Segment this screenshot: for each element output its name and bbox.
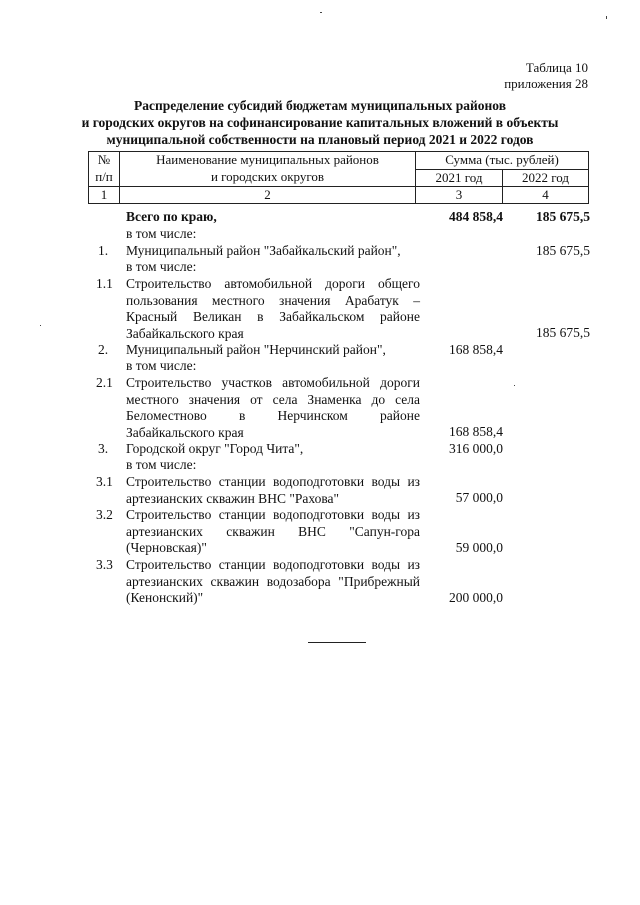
row-2021-value: 168 858,4	[449, 342, 503, 357]
header-num-label: №	[97, 152, 111, 167]
document-title-line2: и городских округов на софинансирование капитальных вложений в объекты	[81, 115, 559, 130]
scan-speck	[40, 325, 41, 326]
total-label: Всего по краю,	[126, 209, 217, 224]
row-name: Строительство участков автомобильной дороги местного значения от села Знаменка до села Беломестново в Нерчинском районе Забайкальского края	[126, 375, 420, 440]
header-2021-label: 2021 год	[435, 170, 483, 185]
row-number: 1.1	[96, 276, 113, 291]
row-name: Муниципальный район "Нерчинский район",	[126, 342, 386, 357]
row-2021-value: 57 000,0	[455, 490, 503, 505]
index-3: 3	[455, 187, 463, 202]
row-name: Муниципальный район "Забайкальский район",	[126, 243, 401, 258]
row-2022-value: 185 675,5	[536, 325, 590, 340]
scan-speck	[320, 12, 322, 13]
row-name-sub: в том числе:	[126, 259, 197, 274]
row-number: 3.2	[96, 507, 113, 522]
scan-speck	[606, 16, 607, 19]
table-number: Таблица 10	[525, 60, 588, 75]
row-number: 2.1	[96, 375, 113, 390]
row-2022-value: 185 675,5	[536, 243, 590, 258]
row-2021-value: 59 000,0	[455, 540, 503, 555]
row-name-sub: в том числе:	[126, 457, 197, 472]
header-sum-label: Сумма (тыс. рублей)	[445, 152, 559, 167]
scan-speck	[514, 385, 515, 386]
row-number: 3.1	[96, 474, 113, 489]
row-2021-value: 168 858,4	[449, 424, 503, 439]
row-number: 3.	[98, 441, 109, 456]
row-2021-value: 316 000,0	[449, 441, 503, 456]
row-name: Строительство станции водоподготовки воды из артезианских скважин ВНС "Рахова"	[126, 474, 420, 506]
header-num-sub: п/п	[95, 169, 113, 184]
index-1: 1	[100, 187, 108, 202]
document-title-line3: муниципальной собственности на плановый период 2021 и 2022 годов	[106, 132, 534, 147]
row-name: Строительство станции водоподготовки воды из артезианских скважин водозабора "Прибрежный (Кенонский)"	[126, 557, 420, 605]
row-name: Городской округ "Город Чита",	[126, 441, 304, 456]
index-2: 2	[264, 187, 271, 202]
row-number: 1.	[98, 243, 109, 258]
document-title-line1: Распределение субсидий бюджетам муниципальных районов	[133, 98, 507, 113]
closing-divider	[308, 642, 366, 643]
total-2022: 185 675,5	[536, 209, 590, 224]
total-2021: 484 858,4	[449, 209, 503, 224]
index-4: 4	[542, 187, 549, 202]
header-name-sub: и городских округов	[210, 169, 325, 184]
row-number: 2.	[98, 342, 109, 357]
row-2021-value: 200 000,0	[449, 590, 503, 605]
row-name: Строительство станции водоподготовки воды из артезианских скважин ВНС "Сапун-гора (Черновская)"	[126, 507, 420, 555]
header-2022-label: 2022 год	[522, 170, 569, 185]
row-number: 3.3	[96, 557, 113, 572]
row-name-sub: в том числе:	[126, 358, 197, 373]
appendix-number: приложения 28	[504, 76, 588, 91]
header-name-label: Наименование муниципальных районов	[156, 152, 379, 167]
row-name: Строительство автомобильной дороги общего пользования местного значения Арабатук – Красный Великан в Забайкальском районе Забайкальского края	[126, 276, 420, 341]
including-label: в том числе:	[126, 226, 197, 241]
